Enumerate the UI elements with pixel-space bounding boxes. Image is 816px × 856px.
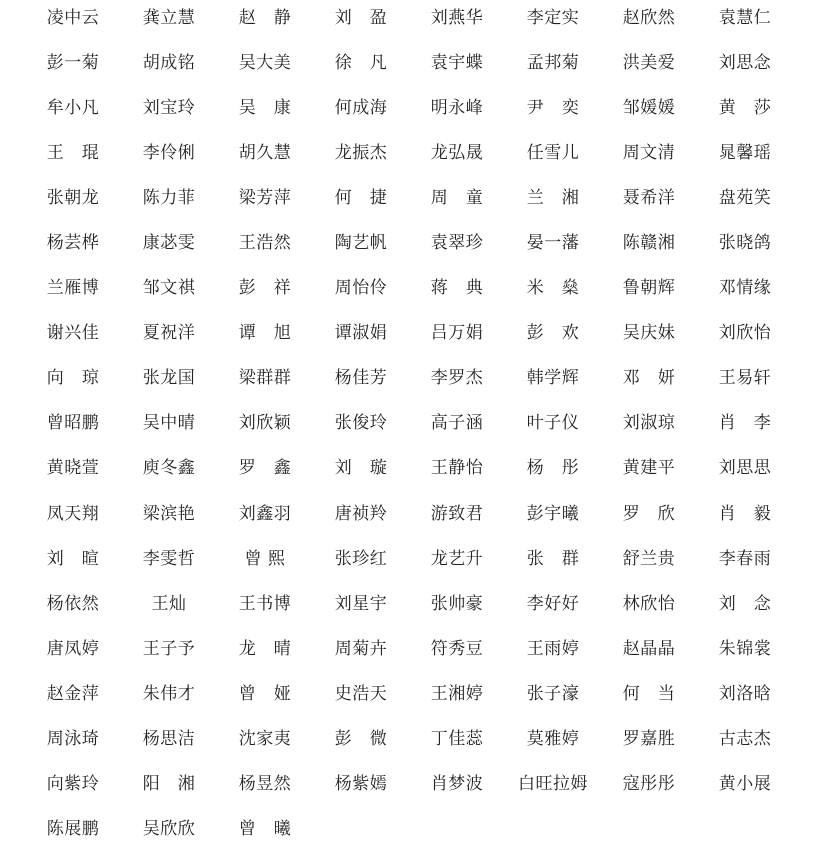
name-cell: 张俊玲 — [334, 413, 388, 434]
name-cell: 陈赣湘 — [622, 233, 676, 254]
name-cell: 邹文祺 — [142, 278, 196, 299]
name-cell: 黄建平 — [622, 458, 676, 479]
name-cell: 尹 奕 — [526, 98, 580, 119]
name-cell: 邓情缘 — [718, 278, 772, 299]
name-cell: 兰 湘 — [526, 188, 580, 209]
name-cell: 叶子仪 — [526, 413, 580, 434]
name-cell: 彭 祥 — [238, 278, 292, 299]
name-cell: 吕万娟 — [430, 323, 484, 344]
name-cell: 周泳琦 — [46, 728, 100, 749]
name-cell: 阳 湘 — [142, 773, 196, 794]
name-cell: 王浩然 — [238, 233, 292, 254]
name-cell: 杨昱然 — [238, 773, 292, 794]
name-cell: 刘淑琼 — [622, 413, 676, 434]
name-cell: 梁芳萍 — [238, 188, 292, 209]
name-cell: 张龙国 — [142, 368, 196, 389]
name-cell: 袁宇蝶 — [430, 53, 484, 74]
name-cell: 陈展鹏 — [46, 818, 100, 839]
name-cell: 牟小凡 — [46, 98, 100, 119]
name-cell: 符秀豆 — [430, 638, 484, 659]
name-cell: 曾 熙 — [244, 548, 286, 569]
name-cell: 王静怡 — [430, 458, 484, 479]
name-cell: 刘 盈 — [334, 8, 388, 29]
name-cell: 盘苑笑 — [718, 188, 772, 209]
name-cell: 蒋 典 — [430, 278, 484, 299]
name-cell: 杨 彤 — [526, 458, 580, 479]
name-cell: 谢兴佳 — [46, 323, 100, 344]
name-cell: 杨思洁 — [142, 728, 196, 749]
name-cell: 莫雅婷 — [526, 728, 580, 749]
name-cell: 明永峰 — [430, 98, 484, 119]
name-cell: 刘 璇 — [334, 458, 388, 479]
name-cell: 曾 曦 — [238, 818, 292, 839]
name-cell: 肖 毅 — [718, 503, 772, 524]
name-cell: 朱伟才 — [142, 683, 196, 704]
name-cell: 林欣怡 — [622, 593, 676, 614]
name-cell: 鲁朝辉 — [622, 278, 676, 299]
name-cell: 周文清 — [622, 143, 676, 164]
name-cell: 刘欣颖 — [238, 413, 292, 434]
name-cell: 龙艺升 — [430, 548, 484, 569]
name-cell: 何 捷 — [334, 188, 388, 209]
name-cell: 韩学辉 — [526, 368, 580, 389]
name-cell: 彭 微 — [334, 728, 388, 749]
name-cell: 向紫玲 — [46, 773, 100, 794]
name-cell: 邹媛媛 — [622, 98, 676, 119]
name-cell: 杨芸桦 — [46, 233, 100, 254]
name-cell: 杨紫嫣 — [334, 773, 388, 794]
name-cell: 邓 妍 — [622, 368, 676, 389]
name-cell: 刘鑫羽 — [238, 503, 292, 524]
name-cell: 兰雁博 — [46, 278, 100, 299]
name-cell: 朱锦裳 — [718, 638, 772, 659]
name-cell: 赵 静 — [238, 8, 292, 29]
name-cell: 肖梦波 — [430, 773, 484, 794]
name-cell: 刘 暄 — [46, 548, 100, 569]
name-cell: 张帅豪 — [430, 593, 484, 614]
name-cell: 吴 康 — [238, 98, 292, 119]
name-cell: 彭宇曦 — [526, 503, 580, 524]
name-cell: 罗 欣 — [622, 503, 676, 524]
name-cell: 李春雨 — [718, 548, 772, 569]
name-cell: 洪美爱 — [622, 53, 676, 74]
name-cell: 米 燊 — [526, 278, 580, 299]
name-cell: 张朝龙 — [46, 188, 100, 209]
name-cell: 袁慧仁 — [718, 8, 772, 29]
name-cell: 何 当 — [622, 683, 676, 704]
name-cell: 夏祝洋 — [142, 323, 196, 344]
name-cell: 王灿 — [151, 593, 187, 614]
name-cell: 舒兰贵 — [622, 548, 676, 569]
name-cell: 凌中云 — [46, 8, 100, 29]
name-cell: 罗嘉胜 — [622, 728, 676, 749]
name-cell: 肖 李 — [718, 413, 772, 434]
name-cell: 刘 念 — [718, 593, 772, 614]
name-cell: 任雪儿 — [526, 143, 580, 164]
name-cell: 彭一菊 — [46, 53, 100, 74]
name-cell: 刘星宇 — [334, 593, 388, 614]
name-cell: 黄晓萱 — [46, 458, 100, 479]
name-cell: 何成海 — [334, 98, 388, 119]
name-cell: 刘欣怡 — [718, 323, 772, 344]
name-cell: 王子予 — [142, 638, 196, 659]
name-cell: 袁翠珍 — [430, 233, 484, 254]
name-cell: 向 琼 — [46, 368, 100, 389]
name-cell: 赵金萍 — [46, 683, 100, 704]
name-cell: 丁佳蕊 — [430, 728, 484, 749]
name-cell: 李雯哲 — [142, 548, 196, 569]
name-cell: 龙 晴 — [238, 638, 292, 659]
name-cell: 刘思思 — [718, 458, 772, 479]
name-cell: 张 群 — [526, 548, 580, 569]
name-cell: 孟邦菊 — [526, 53, 580, 74]
name-cell: 吴欣欣 — [142, 818, 196, 839]
name-cell: 唐凤婷 — [46, 638, 100, 659]
name-cell: 刘思念 — [718, 53, 772, 74]
name-cell: 陶艺帆 — [334, 233, 388, 254]
name-cell: 高子涵 — [430, 413, 484, 434]
name-cell: 黄小展 — [718, 773, 772, 794]
name-cell: 晏一藩 — [526, 233, 580, 254]
name-cell: 周 童 — [430, 188, 484, 209]
name-cell: 龚立慧 — [142, 8, 196, 29]
name-cell: 赵欣然 — [622, 8, 676, 29]
name-cell: 史浩天 — [334, 683, 388, 704]
name-cell: 罗 鑫 — [238, 458, 292, 479]
name-cell: 周菊卉 — [334, 638, 388, 659]
name-cell: 杨依然 — [46, 593, 100, 614]
name-cell: 龙振杰 — [334, 143, 388, 164]
name-cell: 曾 娅 — [238, 683, 292, 704]
name-cell: 吴大美 — [238, 53, 292, 74]
name-cell: 聂希洋 — [622, 188, 676, 209]
name-cell: 李好好 — [526, 593, 580, 614]
name-cell: 张子濠 — [526, 683, 580, 704]
name-cell: 白旺拉姆 — [518, 773, 588, 794]
name-cell: 李定实 — [526, 8, 580, 29]
name-cell: 古志杰 — [718, 728, 772, 749]
name-cell: 张晓鸽 — [718, 233, 772, 254]
name-cell: 徐 凡 — [334, 53, 388, 74]
name-cell: 周怡伶 — [334, 278, 388, 299]
name-cell: 寇彤彤 — [622, 773, 676, 794]
name-cell: 刘洛晗 — [718, 683, 772, 704]
name-cell: 谭 旭 — [238, 323, 292, 344]
name-cell: 凤天翔 — [46, 503, 100, 524]
name-cell: 吴中晴 — [142, 413, 196, 434]
name-cell: 王雨婷 — [526, 638, 580, 659]
name-cell: 吴庆妹 — [622, 323, 676, 344]
name-cell: 刘宝玲 — [142, 98, 196, 119]
name-cell: 龙弘晟 — [430, 143, 484, 164]
name-cell: 胡成铭 — [142, 53, 196, 74]
name-cell: 李伶俐 — [142, 143, 196, 164]
name-cell: 游致君 — [430, 503, 484, 524]
name-cell: 唐祯羚 — [334, 503, 388, 524]
name-cell: 杨佳芳 — [334, 368, 388, 389]
name-cell: 沈家夷 — [238, 728, 292, 749]
name-cell: 曾昭鹏 — [46, 413, 100, 434]
name-cell: 陈力菲 — [142, 188, 196, 209]
name-cell: 张珍红 — [334, 548, 388, 569]
name-cell: 胡久慧 — [238, 143, 292, 164]
name-cell: 王易轩 — [718, 368, 772, 389]
name-cell: 梁群群 — [238, 368, 292, 389]
name-cell: 康苾雯 — [142, 233, 196, 254]
name-cell: 晁馨瑶 — [718, 143, 772, 164]
name-cell: 赵晶晶 — [622, 638, 676, 659]
name-cell: 李罗杰 — [430, 368, 484, 389]
name-cell: 刘燕华 — [430, 8, 484, 29]
name-cell: 黄 莎 — [718, 98, 772, 119]
name-cell: 王书博 — [238, 593, 292, 614]
name-cell: 彭 欢 — [526, 323, 580, 344]
name-cell: 谭淑娟 — [334, 323, 388, 344]
name-cell: 庾冬鑫 — [142, 458, 196, 479]
name-cell: 王湘婷 — [430, 683, 484, 704]
name-grid — [25, 0, 793, 856]
name-cell: 梁滨艳 — [142, 503, 196, 524]
name-cell: 王 琨 — [46, 143, 100, 164]
